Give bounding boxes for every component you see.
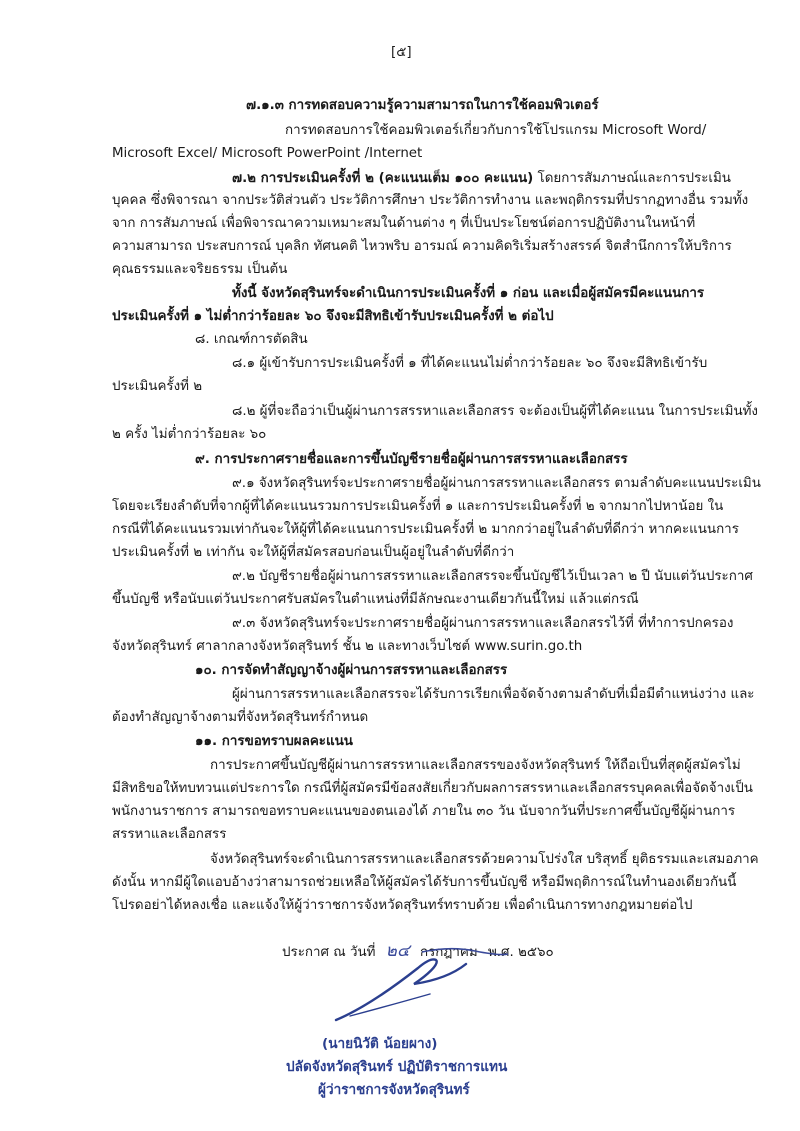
section-9-1-text-3: กรณีที่ได้คะแนนรวมเท่ากันจะให้ผู้ที่ได้คะแนนการประเมินครั้งที่ ๒ มากกว่าอยู่ในลำดับที่ดีกว่า หากคะแนนการ (112, 522, 739, 537)
section-11-text-3: พนักงานราชการ สามารถขอทราบคะแนนของตนเองได้ ภายใน ๓๐ วัน นับจากวันที่ประกาศขึ้นบัญชีผู้ผ่านการ (112, 804, 736, 819)
signatory-title: ผู้ว่าราชการจังหวัดสุรินทร์ (318, 1082, 470, 1098)
announce-year: พ.ศ. ๒๕๖๐ (487, 945, 554, 960)
section-9-2-text-1: ๙.๒ บัญชีรายชื่อผู้ผ่านการสรรหาและเลือกสรรจะขึ้นบัญชีไว้เป็นเวลา ๒ ปี นับแต่วันประกาศ (232, 569, 753, 584)
section-8-2-text-1: ๘.๒ ผู้ที่จะถือว่าเป็นผู้ผ่านการสรรหาและเลือกสรร จะต้องเป็นผู้ที่ได้คะแนน ในการประเมินทั้ง (232, 404, 758, 419)
section-8-heading: ๘. เกณฑ์การตัดสิน (195, 332, 308, 347)
section-7-2-text-3: จาก การสัมภาษณ์ เพื่อพิจารณาความเหมาะสมในด้านต่าง ๆ ที่เป็นประโยชน์ต่อการปฏิบัติงานในหน้าที่ (112, 216, 696, 231)
note-text-2: ประเมินครั้งที่ ๑ ไม่ต่ำกว่าร้อยละ ๖๐ จึงจะมีสิทธิเข้ารับประเมินครั้งที่ ๒ ต่อไป (112, 309, 554, 324)
section-9-2-text-2: ขึ้นบัญชี หรือนับแต่วันประกาศรับสมัครในตำแหน่งที่มีลักษณะงานเดียวกันนี้ใหม่ แล้วแต่กรณี (112, 592, 639, 607)
section-7-1-3-text-2: Microsoft Excel/ Microsoft PowerPoint /Internet (112, 146, 423, 161)
section-9-3-text-1: ๙.๓ จังหวัดสุรินทร์จะประกาศรายชื่อผู้ผ่านการสรรหาและเลือกสรรไว้ที่ ที่ทำการปกครอง (232, 616, 734, 631)
section-9-1-text-4: ประเมินครั้งที่ ๒ เท่ากัน จะให้ผู้ที่สมัครสอบก่อนเป็นผู้อยู่ในลำดับที่ดีกว่า (112, 545, 515, 560)
section-11-text-1: การประกาศขึ้นบัญชีผู้ผ่านการสรรหาและเลือกสรรของจังหวัดสุรินทร์ ให้ถือเป็นที่สุดผู้สมัครไม่ (210, 758, 741, 773)
section-11-text-2: มีสิทธิขอให้ทบทวนแต่ประการใด กรณีที่ผู้สมัครมีข้อสงสัยเกี่ยวกับผลการสรรหาและเลือกสรรบุคคลเพื่อจัดจ้างเป็น (112, 781, 753, 796)
section-9-3-text-2: จังหวัดสุรินทร์ ศาลากลางจังหวัดสุรินทร์ ชั้น ๒ และทางเว็บไซต์ www.surin.go.th (112, 639, 583, 654)
section-7-2-text-5: คุณธรรมและจริยธรรม เป็นต้น (112, 262, 288, 277)
section-7-1-3-heading: ๗.๑.๓ การทดสอบความรู้ความสามารถในการใช้คอมพิวเตอร์ (246, 98, 599, 113)
section-9-1-text-2: โดยจะเรียงลำดับที่จากผู้ที่ได้คะแนนรวมการประเมินครั้งที่ ๑ และการประเมินครั้งที่ ๒ จากมากไปหาน้อย ใน (112, 499, 724, 514)
section-7-2-text-1: โดยการสัมภาษณ์และการประเมิน (533, 171, 731, 186)
signatory-position: ปลัดจังหวัดสุรินทร์ ปฏิบัติราชการแทน (286, 1059, 508, 1075)
section-7-2-line-1 (232, 170, 731, 188)
announce-day: ๒๔ (385, 941, 410, 961)
section-9-heading: ๙. การประกาศรายชื่อและการขึ้นบัญชีรายชื่อผู้ผ่านการสรรหาและเลือกสรร (195, 452, 628, 467)
section-8-1-text-2: ประเมินครั้งที่ ๒ (112, 379, 203, 394)
signatory-name: (นายนิวัติ น้อยผาง) (322, 1036, 438, 1052)
section-9-1-text-1: ๙.๑ จังหวัดสุรินทร์จะประกาศรายชื่อผู้ผ่านการสรรหาและเลือกสรร ตามลำดับคะแนนประเมิน (232, 476, 761, 491)
section-7-1-3-text-1: การทดสอบการใช้คอมพิวเตอร์เกี่ยวกับการใช้โปรแกรม Microsoft Word/ (285, 123, 707, 138)
section-10-heading: ๑๐. การจัดทำสัญญาจ้างผู้ผ่านการสรรหาและเลือกสรร (195, 663, 508, 678)
closing-text-3: โปรดอย่าได้หลงเชื่อ และแจ้งให้ผู้ว่าราชการจังหวัดสุรินทร์ทราบด้วย เพื่อดำเนินการทางกฎหมายต่อไป (112, 898, 693, 913)
section-11-heading: ๑๑. การขอทราบผลคะแนน (195, 734, 353, 749)
section-7-2-text-4: ความสามารถ ประสบการณ์ บุคลิก ทัศนคติ ไหวพริบ อารมณ์ ความคิดริเริ่มสร้างสรรค์ จิตสำนึกการให้บริการ (112, 239, 732, 254)
announce-prefix: ประกาศ ณ วันที่ (282, 945, 376, 960)
section-7-2-heading: ๗.๒ การประเมินครั้งที่ ๒ (คะแนนเต็ม ๑๐๐ คะแนน) (232, 171, 534, 186)
section-11-text-4: สรรหาและเลือกสรร (112, 827, 227, 842)
closing-text-2: ดังนั้น หากมีผู้ใดแอบอ้างว่าสามารถช่วยเหลือให้ผู้สมัครได้รับการขึ้นบัญชี หรือมีพฤติการณ์ในทำนองเดียวกันนี้ (112, 875, 737, 890)
section-8-2-text-2: ๒ ครั้ง ไม่ต่ำกว่าร้อยละ ๖๐ (112, 427, 267, 442)
section-8-1-text-1: ๘.๑ ผู้เข้ารับการประเมินครั้งที่ ๑ ที่ได้คะแนนไม่ต่ำกว่าร้อยละ ๖๐ จึงจะมีสิทธิเข้ารับ (232, 356, 708, 371)
page-number: [๕] (391, 45, 412, 60)
section-10-text-2: ต้องทำสัญญาจ้างตามที่จังหวัดสุรินทร์กำหนด (112, 710, 369, 725)
signature-scribble (330, 950, 470, 1030)
section-7-2-text-2: บุคคล ซึ่งพิจารณา จากประวัติส่วนตัว ประวัติการศึกษา ประวัติการทำงาน และพฤติกรรมที่ปรากฏทางอื่น รวมทั้ง (112, 193, 749, 208)
section-10-text-1: ผู้ผ่านการสรรหาและเลือกสรรจะได้รับการเรียกเพื่อจัดจ้างตามลำดับที่เมื่อมีตำแหน่งว่าง และ (232, 687, 755, 702)
note-text-1: ทั้งนี้ จังหวัดสุรินทร์จะดำเนินการประเมินครั้งที่ ๑ ก่อน และเมื่อผู้สมัครมีคะแนนการ (232, 286, 705, 301)
announce-month: กรกฎาคม (419, 945, 478, 960)
closing-text-1: จังหวัดสุรินทร์จะดำเนินการสรรหาและเลือกสรรด้วยความโปร่งใส บริสุทธิ์ ยุติธรรมและเสมอภาค (210, 852, 759, 867)
